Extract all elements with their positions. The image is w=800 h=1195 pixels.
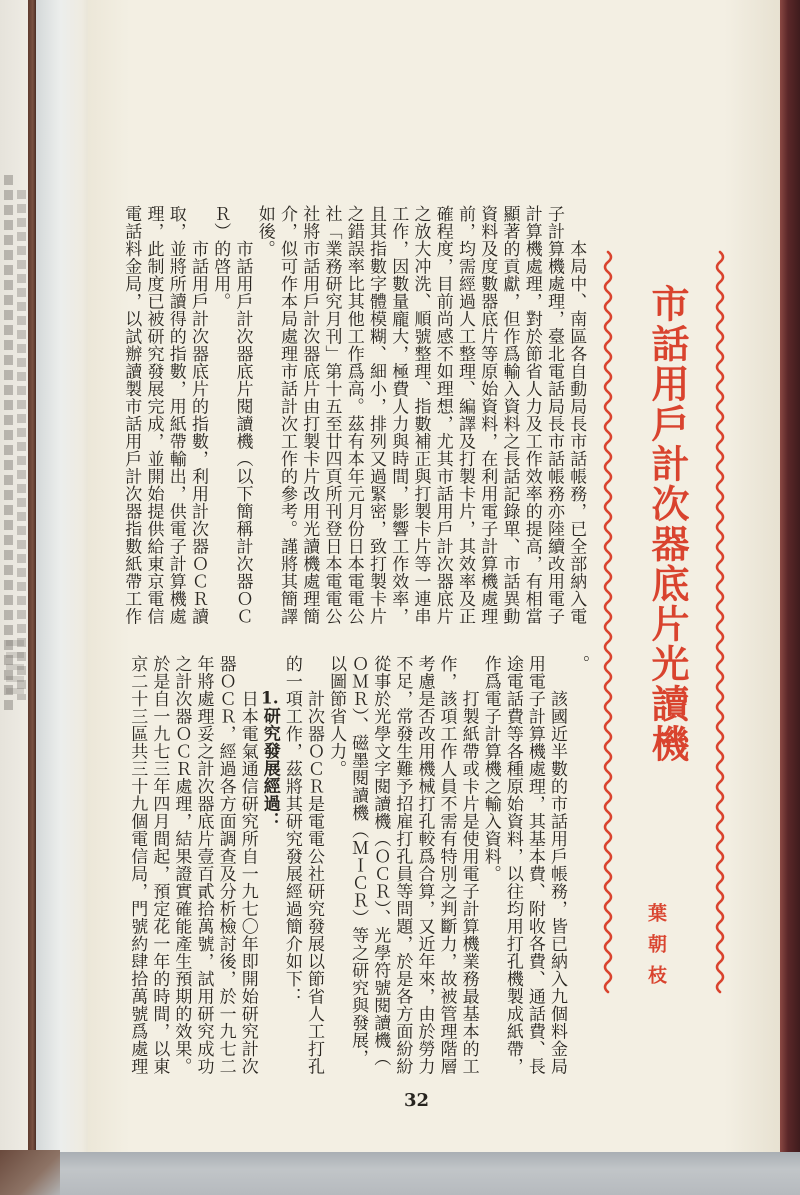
text-column: 顯著的貢獻，但作爲輸入資料之長話記錄單、市話異動	[499, 205, 520, 625]
text-column: 且其指數字體模糊、細小，排列又過緊密，致打製卡片	[366, 205, 386, 625]
section-heading-text: 研究發展經過：	[259, 707, 280, 830]
text-column: 年將處理妥之計次器底片壹百貳拾萬號，試用研究成功	[193, 655, 214, 1075]
text-column: 如後。	[254, 205, 275, 258]
text-column: 打製紙帶或卡片是使用電子計算機業務最基本的工	[458, 690, 479, 1075]
text-column: 。	[569, 655, 590, 673]
text-column: 以圖節省人力。	[326, 655, 347, 778]
text-column: 電話料金局，以試辦讀製市話用戶計次器指數紙帶工作	[121, 205, 142, 625]
text-column: 京二十三區共三十九個電信局，門號約肆拾萬號爲處理	[127, 655, 148, 1075]
wavy-border-left-icon	[605, 252, 611, 992]
text-column: 計算機處理，對於節省人力及工作效率的提高，有相當	[521, 205, 542, 625]
wavy-border-right-icon	[717, 252, 723, 992]
text-column: 作，該項工作人員不需有特別之判斷力，故被管理階層	[436, 655, 457, 1075]
text-column: 計次器ＯＣＲ是電電公社研究發展以節省人工打孔	[303, 690, 324, 1075]
text-column: 之計次器ＯＣＲ處理，結果證實確能產生預期的效果。	[171, 655, 192, 1075]
text-column: Ｒ）的啓用。	[210, 205, 231, 310]
text-column: 工作，因數量龐大，極費人力與時間，影響工作效率，	[388, 205, 409, 625]
text-column: 作爲電子計算機之輸入資料。	[480, 655, 501, 883]
text-column: 器ＯＣＲ，經過各方面調查及分析檢討後，於一九七二	[215, 655, 236, 1075]
text-column: 之錯誤率比其他工作爲高。茲有本年元月份日本電電公	[343, 205, 364, 625]
text-column: 該國近半數的市話用戶帳務，皆已納入九個料金局	[547, 690, 567, 1075]
article-title: 市話用戶計次器底片光讀機	[645, 284, 689, 764]
text-column: 確程度，目前尚感不如理想，尤其市話用戶計次器底片	[432, 205, 453, 625]
text-column: 不足，常發生難予招雇打孔員等問題，於是各方面紛紛	[392, 655, 413, 1075]
text-column: 前，均需經過人工整理、編譯及打製卡片，其效率及正	[455, 205, 475, 625]
article-body-lower	[126, 655, 590, 1079]
text-column: 用電子計算機處理，其基本費、附收各費、通話費、長	[524, 655, 545, 1075]
text-column: 日本電氣通信研究所自一九七〇年即開始研究計次	[237, 690, 258, 1075]
text-column: 社將市話用戶計次器底片由打製卡片改用光讀機處理簡	[299, 205, 320, 625]
text-column: 從事於光學文字閱讀機（ＯＣＲ）、光學符號閱讀機（	[370, 655, 391, 1067]
text-column: 取，並將所讀得的指數，用紙帶輸出，供電子計算機處	[165, 205, 186, 625]
text-column: 考慮是否改用機械打孔較爲合算，又近年來，由於勞力	[414, 655, 435, 1075]
text-column: 於是自一九七三年四月間起，預定花一年的時間，以東	[149, 655, 170, 1075]
article-body-upper	[120, 205, 587, 629]
text-column: 市話用戶計次器底片的指數，利用計次器ＯＣＲ讀	[188, 240, 208, 625]
text-column: 之放大冲洗、順號整理、指數補正與打製卡片等一連串	[410, 205, 431, 625]
text-column: 市話用戶計次器底片閱讀機（以下簡稱計次器ＯＣ	[232, 240, 253, 625]
article-author: 葉朝枝	[645, 903, 667, 996]
section-heading-number: 1.	[260, 690, 279, 707]
text-column: 社「業務研究月刊」第十五至廿四頁所刊登日本電電公	[321, 205, 342, 625]
text-column: 本局中、南區各自動局長市話帳務，已全部納入電	[566, 240, 587, 625]
page-number: 32	[404, 1090, 430, 1111]
text-column: 子計算機處理，臺北電話局長市話帳務亦陸續改用電子	[544, 205, 564, 625]
text-column: ＯＭＲ）、磁墨閱讀機（ＭＩＣＲ）等之研究與發展，	[348, 655, 369, 1067]
text-column: 資料及度數器底片等原始資料，在利用電子計算機處理	[477, 205, 498, 625]
section-heading	[259, 655, 281, 1079]
text-column: 的一項工作，茲將其研究發展經過簡介如下：	[281, 655, 302, 1005]
text-column: 途電話費等各種原始資料，以往均用打孔機製成紙帶，	[502, 655, 523, 1075]
text-column: 理，此制度已被研究發展完成，並開始提供給東京電信	[143, 205, 164, 625]
text-column: 介，似可作本局處理市話計次工作的參考。謹將其簡譯	[277, 205, 297, 625]
